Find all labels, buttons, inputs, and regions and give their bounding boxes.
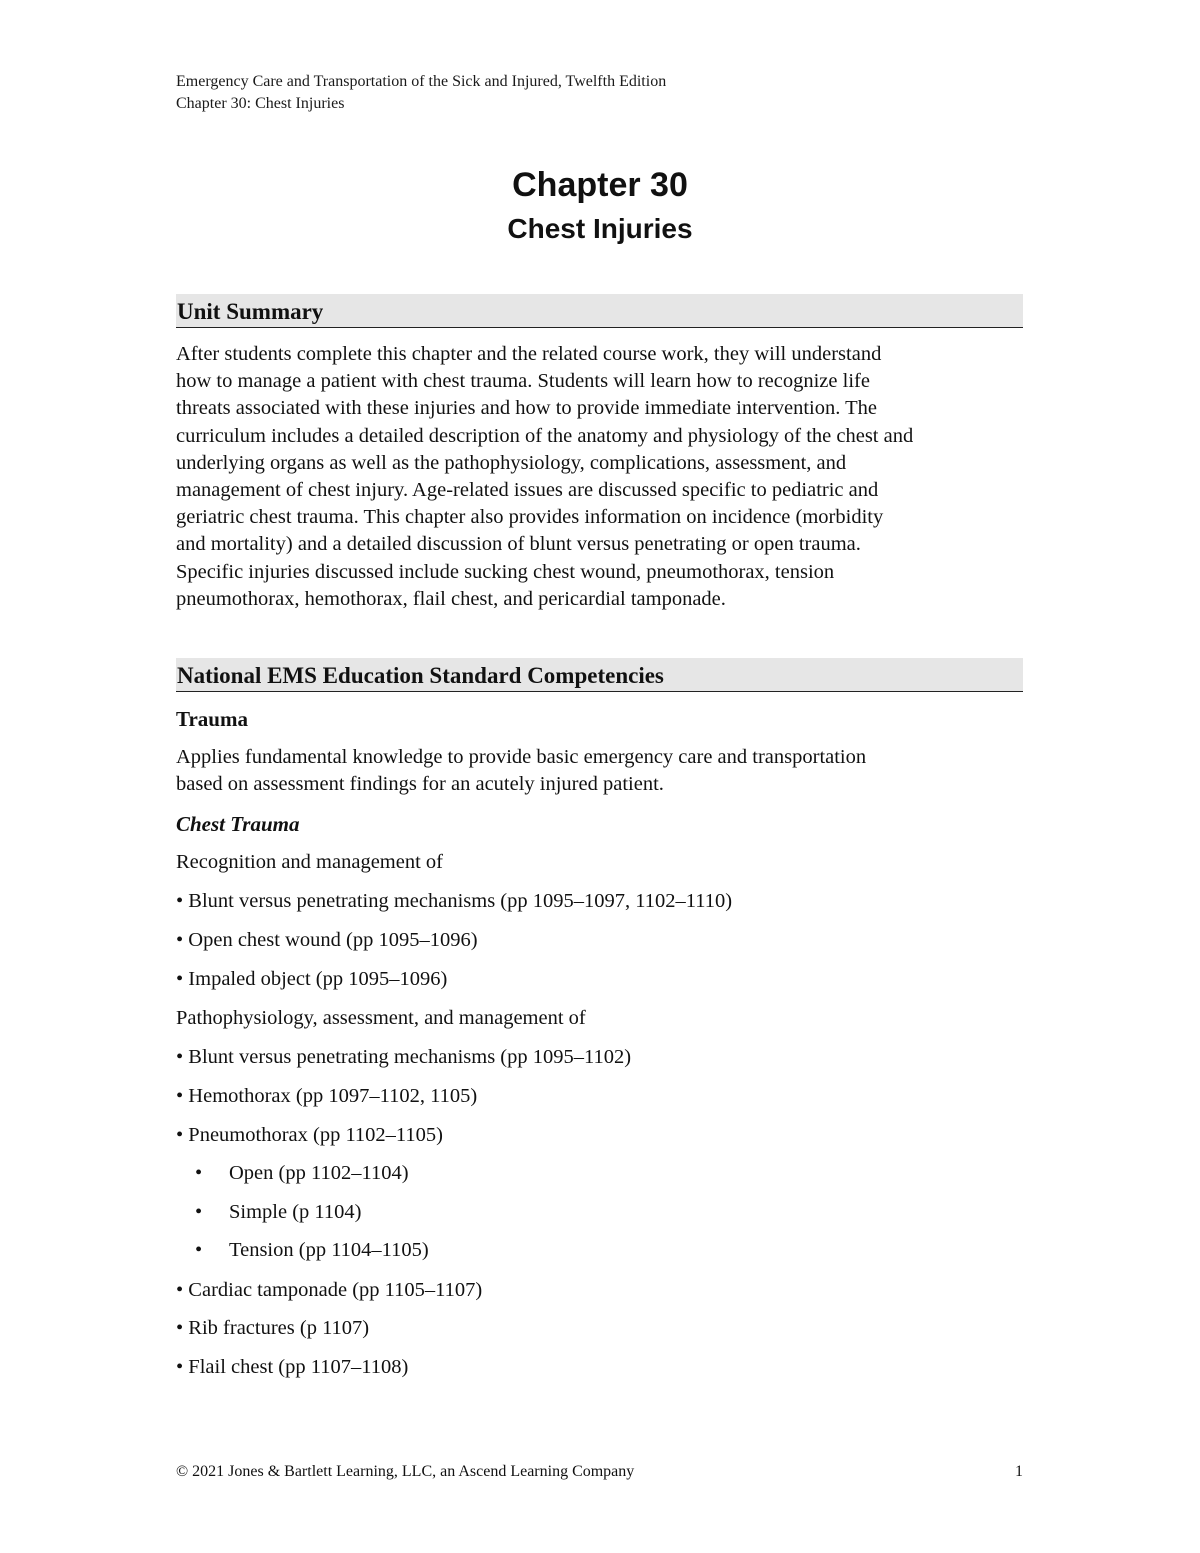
list-item: • Rib fractures (p 1107) [176,1317,370,1339]
sub-list-item-text: Open (pp 1102–1104) [229,1162,409,1184]
sub-list-item [195,1198,361,1226]
chapter-subtitle: Chest Injuries [507,213,693,244]
list-item: • Blunt versus penetrating mechanisms (pp 1095–1102) [176,1046,632,1068]
list-item: • Open chest wound (pp 1095–1096) [176,929,478,951]
bullet-icon: • [195,1201,203,1223]
list-item: • Cardiac tamponade (pp 1105–1107) [176,1279,483,1301]
summary-line: underlying organs as well as the pathophysiology, complications, assessment, and [176,451,847,474]
patho-label: Pathophysiology, assessment, and management of [176,1007,586,1029]
description-line: Applies fundamental knowledge to provide basic emergency care and transportation [176,746,867,768]
unit-summary-text [176,341,1036,613]
list-item: • Flail chest (pp 1107–1108) [176,1356,409,1378]
running-header [176,71,666,115]
list-item: • Blunt versus penetrating mechanisms (pp 1095–1097, 1102–1110) [176,890,733,912]
sub-list-item-text: Simple (p 1104) [229,1201,362,1223]
list-item: • Hemothorax (pp 1097–1102, 1105) [176,1085,478,1107]
summary-line: how to manage a patient with chest trauma. Students will learn how to recognize life [176,370,870,393]
recognition-label: Recognition and management of [176,851,443,873]
bullet-icon: • [195,1162,203,1184]
page-footer [176,1461,1023,1483]
summary-line: pneumothorax, hemothorax, flail chest, and pericardial tamponade. [176,587,726,610]
summary-line: After students complete this chapter and the related course work, they will understand [176,343,882,365]
summary-line: geriatric chest trauma. This chapter also provides information on incidence (morbidity [176,506,884,529]
sub-list-item [195,1159,409,1187]
page-number: 1 [1015,1463,1023,1480]
list-item: • Pneumothorax (pp 1102–1105) [176,1124,444,1146]
unit-summary-heading: Unit Summary [176,294,1023,328]
chest-trauma-topic: Chest Trauma [176,812,300,836]
summary-line: curriculum includes a detailed description of the anatomy and physiology of the chest and [176,424,914,447]
description-line: based on assessment findings for an acutely injured patient. [176,773,664,796]
chapter-label: Chapter 30: Chest Injuries [176,95,345,112]
copyright-notice: © 2021 Jones & Bartlett Learning, LLC, an Ascend Learning Company [176,1463,635,1480]
summary-line: management of chest injury. Age-related issues are discussed specific to pediatric and [176,479,879,502]
sub-list-item [195,1236,429,1264]
sub-list-item-text: Tension (pp 1104–1105) [229,1239,429,1261]
trauma-description [176,744,1036,798]
summary-line: threats associated with these injuries and how to provide immediate intervention. The [176,397,877,420]
list-item: • Impaled object (pp 1095–1096) [176,968,448,990]
chapter-title: Chapter 30 [512,166,688,204]
trauma-subheading: Trauma [176,707,248,731]
book-title: Emergency Care and Transportation of the Sick and Injured, Twelfth Edition [176,73,667,90]
competencies-heading: National EMS Education Standard Competencies [176,658,1023,692]
bullet-icon: • [195,1239,203,1261]
summary-line: Specific injuries discussed include sucking chest wound, pneumothorax, tension [176,560,835,583]
summary-line: and mortality) and a detailed discussion of blunt versus penetrating or open trauma. [176,533,861,556]
